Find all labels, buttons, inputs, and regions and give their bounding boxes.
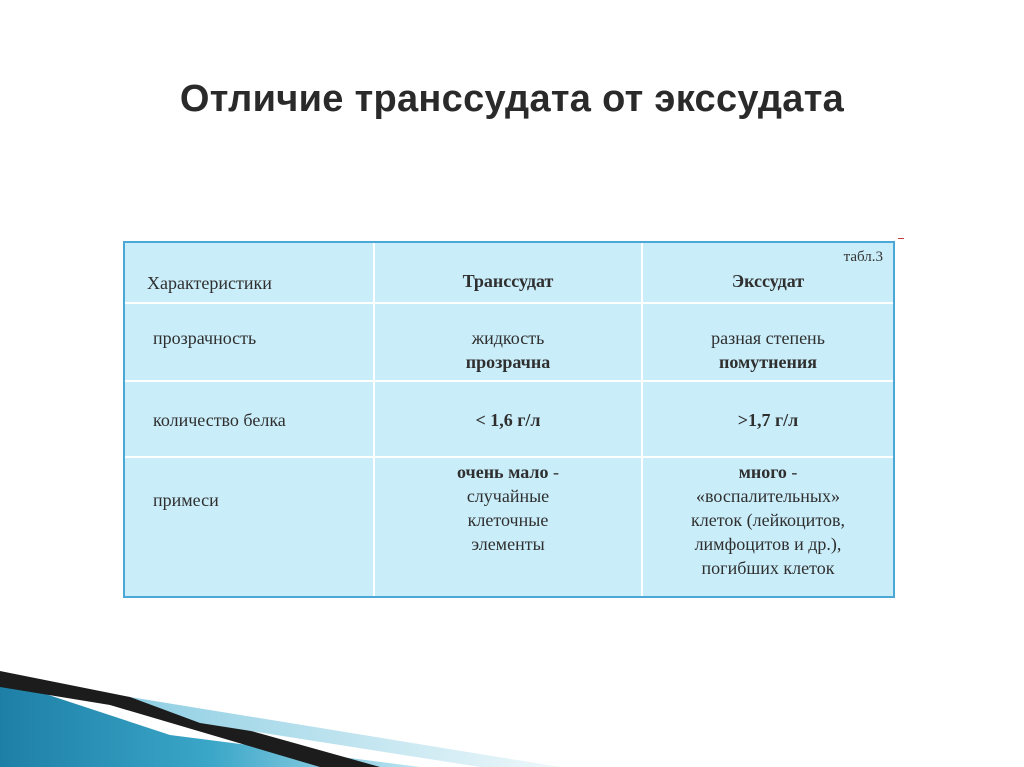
- cell-line-bold: много: [738, 462, 787, 482]
- cell-line-bold: прозрачна: [465, 352, 551, 372]
- table-row: [125, 381, 893, 457]
- cell-transudate-transparency: [374, 303, 642, 381]
- cell-line: случайные: [466, 486, 550, 506]
- cell-line: жидкость: [471, 328, 545, 348]
- header-exudate: Экссудат: [642, 243, 893, 303]
- comparison-table: [123, 241, 895, 598]
- decorative-swoosh: [0, 647, 1024, 767]
- cell-exudate-impurities: [642, 457, 893, 596]
- cell-exudate-transparency: [642, 303, 893, 381]
- table-row: [125, 303, 893, 381]
- cell-transudate-impurities: [374, 457, 642, 596]
- row-label-impurities: примеси: [125, 457, 374, 596]
- cell-line: разная степень: [711, 328, 825, 348]
- table-note: табл.3: [843, 249, 883, 265]
- cell-line: погибших клеток: [701, 558, 835, 578]
- cell-dash: -: [548, 462, 559, 482]
- cell-dash: -: [786, 462, 798, 482]
- cell-line-bold: очень мало: [457, 462, 549, 482]
- comparison-grid: [125, 243, 893, 596]
- cell-transudate-protein: < 1,6 г/л: [374, 381, 642, 457]
- table-row: [125, 457, 893, 596]
- header-transudate: Транссудат: [374, 243, 642, 303]
- cell-exudate-protein: >1,7 г/л: [642, 381, 893, 457]
- cell-line: клеток (лейкоцитов,: [691, 510, 845, 530]
- row-label-protein: количество белка: [125, 381, 374, 457]
- row-label-transparency: прозрачность: [125, 303, 374, 381]
- slide-title: Отличие транссудата от экссудата: [179, 78, 845, 120]
- cell-line: «воспалительных»: [696, 486, 840, 506]
- header-characteristics: Характеристики: [125, 243, 374, 303]
- cell-line-bold: помутнения: [719, 352, 817, 372]
- decorative-dash: [898, 238, 904, 239]
- cell-line: лимфоцитов и др.),: [694, 534, 842, 554]
- cell-line: элементы: [471, 534, 545, 554]
- cell-line: клеточные: [467, 510, 549, 530]
- table-header-row: [125, 243, 893, 303]
